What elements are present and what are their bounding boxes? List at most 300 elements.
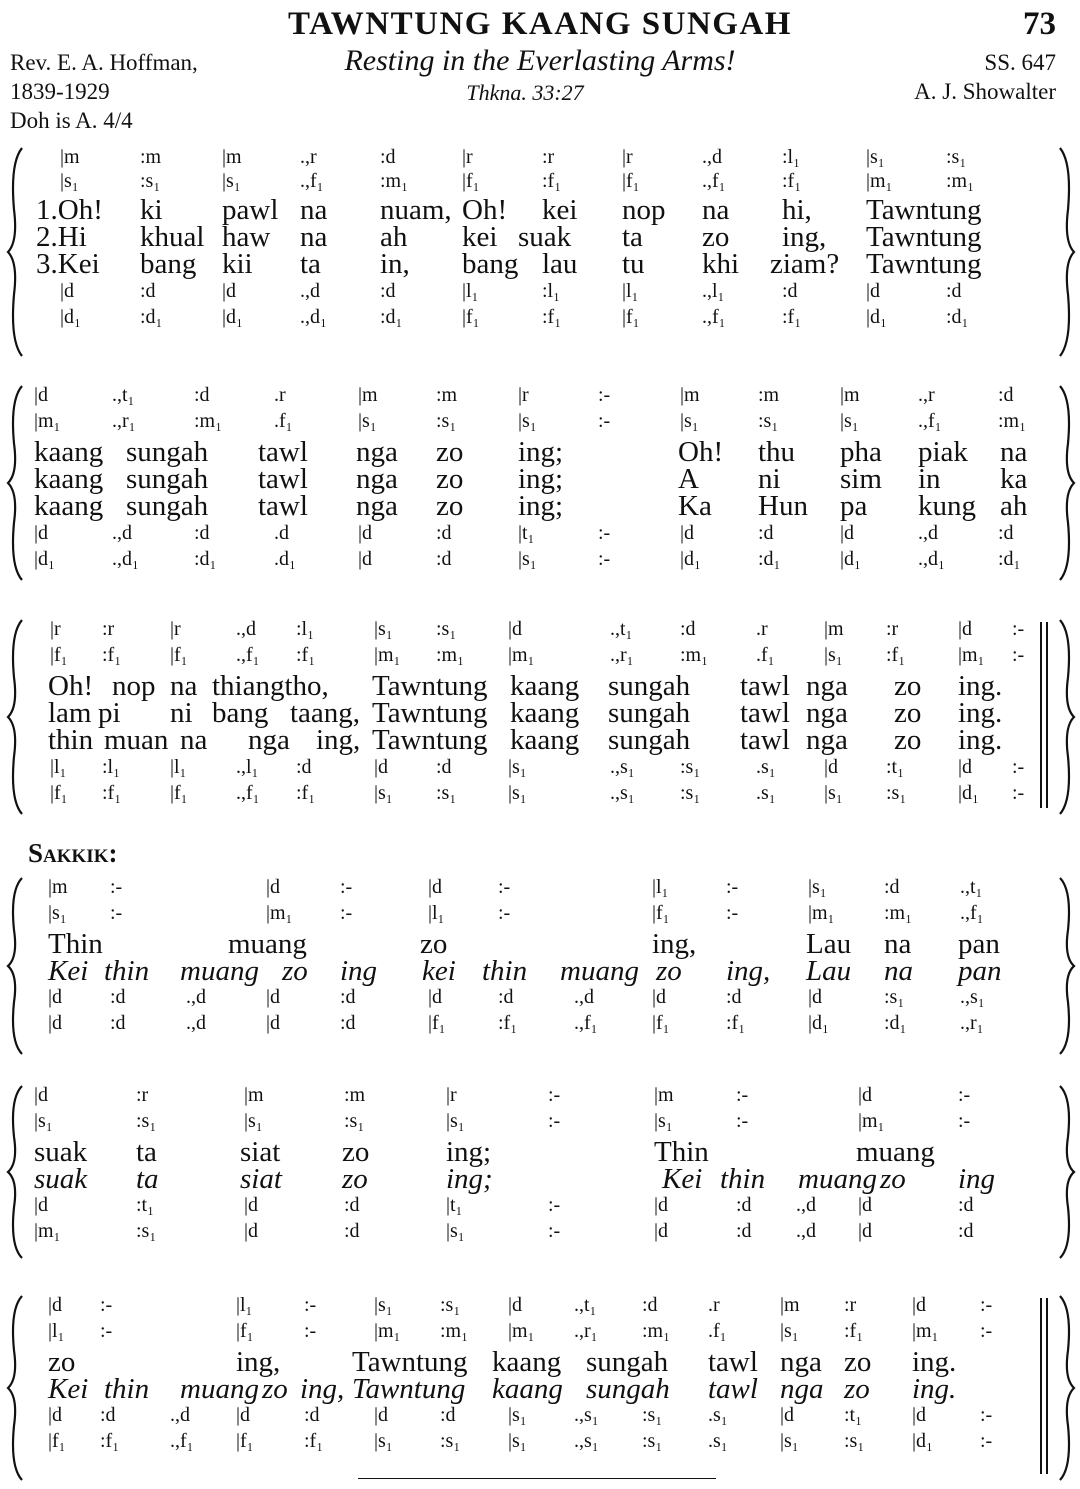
lyric-syllable: zo [282, 955, 308, 987]
solfa-note: :- [1012, 644, 1025, 666]
lyric-syllable: ing [958, 1163, 996, 1195]
solfa-note: |d [48, 986, 63, 1008]
solfa-line [0, 1012, 1080, 1034]
solfa-note: .,s₁ [574, 1404, 599, 1426]
solfa-note: :d [110, 986, 126, 1008]
lyric-syllable: suak [34, 1163, 88, 1195]
solfa-note: |d [508, 618, 523, 640]
lyric-syllable: na [300, 194, 328, 226]
solfa-note: |m₁ [374, 644, 401, 666]
solfa-note: .,r [918, 384, 935, 406]
solfa-note: |s₁ [374, 618, 393, 640]
lyric-syllable: kung [918, 490, 976, 522]
solfa-note: :- [598, 522, 611, 544]
solfa-note: :d [958, 1194, 974, 1216]
solfa-note: |f₁ [50, 644, 68, 666]
solfa-note: .,d [702, 146, 722, 168]
solfa-note: :d [884, 876, 900, 898]
solfa-note: :m₁ [642, 1320, 671, 1342]
solfa-note: :f₁ [782, 306, 802, 328]
lyric-syllable: Lau [806, 955, 852, 987]
solfa-note: |m [222, 146, 242, 168]
solfa-note: |m₁ [34, 1220, 61, 1242]
solfa-note: :d [380, 146, 396, 168]
solfa-note: :f₁ [542, 306, 562, 328]
lyric-syllable: sungah [608, 670, 691, 702]
solfa-note: :l₁ [102, 756, 121, 778]
lyric-syllable: zo [48, 1346, 76, 1378]
solfa-note: |s₁ [518, 548, 537, 570]
solfa-note: |m₁ [266, 902, 293, 924]
lyric-syllable: pi [98, 697, 121, 729]
lyric-syllable: zo [436, 463, 464, 495]
solfa-note: |d [60, 280, 75, 302]
solfa-note: :- [598, 548, 611, 570]
lyric-syllable: Tawntung [866, 221, 982, 253]
solfa-line [0, 618, 1080, 640]
solfa-note: |l₁ [48, 1320, 65, 1342]
solfa-note: |d [858, 1194, 873, 1216]
lyric-syllable: nga [806, 724, 848, 756]
solfa-note: :- [548, 1110, 561, 1132]
lyric-syllable: A [678, 463, 699, 495]
solfa-note: |s₁ [222, 170, 241, 192]
solfa-note: |m₁ [858, 1110, 885, 1132]
lyric-syllable: nga [780, 1346, 822, 1378]
lyric-syllable: kei [542, 194, 578, 226]
solfa-note: |s₁ [824, 782, 843, 804]
solfa-note: |r [50, 618, 61, 640]
solfa-note: :- [110, 902, 123, 924]
solfa-note: |d₁ [60, 306, 81, 328]
lyric-syllable: zo [894, 724, 922, 756]
solfa-note: :f₁ [100, 1430, 120, 1452]
solfa-note: |d [824, 756, 839, 778]
solfa-note: .,t₁ [960, 876, 983, 898]
solfa-note: .,l₁ [702, 280, 725, 302]
lyric-syllable: ing, [726, 955, 771, 987]
lyric-syllable: bang [462, 248, 519, 280]
lyric-syllable: ing. [912, 1346, 957, 1378]
lyric-line [0, 221, 1080, 253]
lyric-syllable: Oh! [678, 436, 724, 468]
solfa-note: .r [708, 1294, 720, 1316]
solfa-note: |s₁ [446, 1110, 465, 1132]
solfa-note: |d [34, 1194, 49, 1216]
solfa-note: :- [980, 1294, 993, 1316]
lyric-syllable: kaang [34, 463, 104, 495]
solfa-note: :d [498, 986, 514, 1008]
songbook-reference: SS. 647 [984, 50, 1056, 75]
solfa-note: |l₁ [50, 756, 67, 778]
solfa-note: |m [654, 1084, 674, 1106]
solfa-note: :s₁ [844, 1430, 865, 1452]
solfa-note: |d [358, 522, 373, 544]
solfa-note: |l₁ [170, 756, 187, 778]
lyric-syllable: sungah [586, 1373, 670, 1405]
solfa-note: .d₁ [274, 548, 296, 570]
lyric-line [0, 248, 1080, 280]
lyric-syllable: thin [482, 955, 528, 987]
solfa-note: .f₁ [756, 644, 775, 666]
lyric-syllable: ta [300, 248, 321, 280]
solfa-line [0, 756, 1080, 778]
end-rule [358, 1478, 716, 1479]
solfa-note: |f₁ [48, 1430, 66, 1452]
solfa-note: :r [136, 1084, 149, 1106]
solfa-note: |l₁ [652, 876, 669, 898]
lyric-line [0, 928, 1080, 960]
lyric-syllable: zo [262, 1373, 288, 1405]
lyric-syllable: sungah [126, 463, 209, 495]
lyric-syllable: sungah [608, 724, 691, 756]
solfa-note: |s₁ [654, 1110, 673, 1132]
solfa-note: |d₁ [808, 1012, 829, 1034]
solfa-note: |d₁ [840, 548, 861, 570]
solfa-note: :d₁ [140, 306, 163, 328]
lyric-syllable: zo [342, 1136, 370, 1168]
solfa-note: .s₁ [708, 1430, 728, 1452]
lyric-syllable: tawl [740, 670, 790, 702]
solfa-note: :s₁ [886, 782, 907, 804]
solfa-note: :d [998, 384, 1014, 406]
solfa-note: :d [642, 1294, 658, 1316]
solfa-note: |r [446, 1084, 457, 1106]
solfa-note: :m₁ [884, 902, 913, 924]
lyric-syllable: nop [622, 194, 666, 226]
solfa-note: .,s₁ [610, 782, 635, 804]
lyric-syllable: nga [780, 1373, 824, 1405]
solfa-note: :- [340, 902, 353, 924]
solfa-note: :m₁ [436, 644, 465, 666]
lyric-syllable: Hun [758, 490, 808, 522]
solfa-note: |d [266, 1012, 281, 1034]
solfa-note: :f₁ [296, 782, 316, 804]
solfa-note: :m₁ [946, 170, 975, 192]
solfa-note: |s₁ [840, 410, 859, 432]
author-dates: 1839-1929 [10, 79, 110, 104]
music-system [0, 876, 1080, 1056]
lyric-syllable: Tawntung [352, 1373, 466, 1405]
solfa-note: :s₁ [136, 1110, 157, 1132]
solfa-note: .,r₁ [960, 1012, 984, 1034]
lyric-syllable: kii [222, 248, 253, 280]
lyric-syllable: taang, [290, 697, 361, 729]
solfa-note: |r [622, 146, 633, 168]
solfa-note: |d [48, 1404, 63, 1426]
music-system [0, 1294, 1080, 1482]
solfa-note: .,d [112, 522, 132, 544]
lyric-syllable: kaang [34, 490, 104, 522]
lyric-syllable: ing. [958, 697, 1003, 729]
solfa-note: |s₁ [808, 876, 827, 898]
lyric-syllable: 2.Hi [36, 221, 87, 253]
solfa-note: |m [780, 1294, 800, 1316]
solfa-note: |f₁ [622, 306, 640, 328]
solfa-note: .,t₁ [112, 384, 135, 406]
lyric-syllable: ing. [958, 670, 1003, 702]
solfa-note: |d₁ [912, 1430, 933, 1452]
solfa-note: :m₁ [380, 170, 409, 192]
solfa-note: :d [194, 384, 210, 406]
solfa-note: |t₁ [446, 1194, 463, 1216]
solfa-line [0, 902, 1080, 924]
lyric-syllable: muang [856, 1136, 935, 1168]
solfa-note: :d [436, 522, 452, 544]
solfa-note: :m₁ [998, 410, 1027, 432]
solfa-note: |m₁ [374, 1320, 401, 1342]
lyric-syllable: in, [380, 248, 410, 280]
lyric-syllable: kaang [510, 670, 580, 702]
lyric-syllable: ki [140, 194, 163, 226]
solfa-note: |d [808, 986, 823, 1008]
solfa-line [0, 1194, 1080, 1216]
solfa-note: |d [866, 280, 881, 302]
lyric-line [0, 1373, 1080, 1405]
solfa-note: :- [958, 1110, 971, 1132]
solfa-note: :d₁ [946, 306, 969, 328]
solfa-note: |s₁ [508, 756, 527, 778]
lyric-syllable: thin [104, 955, 150, 987]
solfa-note: .f₁ [708, 1320, 727, 1342]
solfa-note: .,r₁ [112, 410, 136, 432]
lyric-syllable: pan [958, 955, 1002, 987]
solfa-note: |d₁ [866, 306, 887, 328]
solfa-note: |d [358, 548, 373, 570]
lyric-syllable: ni [758, 463, 781, 495]
solfa-line [0, 280, 1080, 302]
lyric-syllable: Oh! [48, 670, 94, 702]
lyric-syllable: zo [894, 670, 922, 702]
solfa-note: |r [170, 618, 181, 640]
solfa-note: .,f₁ [960, 902, 984, 924]
solfa-note: |d [374, 1404, 389, 1426]
solfa-line [0, 1320, 1080, 1342]
lyric-syllable: kaang [510, 697, 580, 729]
solfa-line [0, 1294, 1080, 1316]
lyric-syllable: nga [806, 670, 848, 702]
lyric-syllable: sungah [126, 436, 209, 468]
solfa-note: :t₁ [844, 1404, 863, 1426]
solfa-note: |s₁ [374, 782, 393, 804]
lyric-syllable: tawl [258, 463, 308, 495]
solfa-note: |s₁ [824, 644, 843, 666]
lyric-syllable: sungah [126, 490, 209, 522]
hymn-number: 73 [1023, 6, 1056, 42]
solfa-note: .,d₁ [300, 306, 327, 328]
solfa-line [0, 170, 1080, 192]
lyric-syllable: ing, [316, 724, 361, 756]
solfa-note: :d [344, 1194, 360, 1216]
solfa-note: |d [652, 986, 667, 1008]
lyric-syllable: tawl [740, 697, 790, 729]
solfa-note: |d₁ [680, 548, 701, 570]
lyric-syllable: zo [894, 697, 922, 729]
lyric-syllable: pan [958, 928, 1000, 960]
solfa-line [0, 1404, 1080, 1426]
solfa-note: |d [244, 1220, 259, 1242]
solfa-note: |s₁ [866, 146, 885, 168]
lyric-syllable: kaang [34, 436, 104, 468]
lyric-syllable: nga [356, 436, 398, 468]
solfa-line [0, 1430, 1080, 1452]
solfa-note: |d₁ [34, 548, 55, 570]
solfa-note: :d [736, 1220, 752, 1242]
solfa-note: .,r [300, 146, 317, 168]
solfa-note: :- [100, 1294, 113, 1316]
lyric-syllable: khual [140, 221, 205, 253]
lyric-syllable: na [702, 194, 730, 226]
solfa-note: :- [1012, 618, 1025, 640]
lyric-syllable: tawl [258, 490, 308, 522]
lyric-syllable: na [300, 221, 328, 253]
solfa-note: |d₁ [958, 782, 979, 804]
lyric-syllable: kei [462, 221, 498, 253]
solfa-note: |r [462, 146, 473, 168]
lyric-syllable: ing; [446, 1136, 492, 1168]
lyric-syllable: tawl [258, 436, 308, 468]
solfa-line [0, 1110, 1080, 1132]
solfa-line [0, 644, 1080, 666]
lyric-syllable: ing, [652, 928, 697, 960]
lyric-syllable: zo [420, 928, 448, 960]
solfa-note: :d [296, 756, 312, 778]
solfa-note: .,f₁ [170, 1430, 194, 1452]
solfa-note: :f₁ [886, 644, 906, 666]
solfa-note: :d [340, 1012, 356, 1034]
solfa-note: |s₁ [518, 410, 537, 432]
lyric-syllable: suak [34, 1136, 88, 1168]
solfa-note: :f₁ [844, 1320, 864, 1342]
solfa-note: |f₁ [236, 1320, 254, 1342]
lyric-syllable: tawl [740, 724, 790, 756]
solfa-note: :d [440, 1404, 456, 1426]
lyric-syllable: muang [798, 1163, 877, 1195]
lyric-syllable: piak [918, 436, 968, 468]
lyric-syllable: ing [340, 955, 378, 987]
solfa-note: :- [548, 1084, 561, 1106]
lyric-line [0, 463, 1080, 495]
solfa-note: :m [758, 384, 780, 406]
solfa-note: |f₁ [462, 170, 480, 192]
solfa-note: :d [958, 1220, 974, 1242]
solfa-note: :d [782, 280, 798, 302]
solfa-note: .,t₁ [610, 618, 633, 640]
lyric-syllable: thin [48, 724, 94, 756]
solfa-note: |d [266, 986, 281, 1008]
lyric-syllable: ta [136, 1163, 159, 1195]
lyric-syllable: ni [170, 697, 193, 729]
lyric-syllable: 3.Kei [36, 248, 100, 280]
lyric-syllable: ing; [518, 490, 564, 522]
lyric-syllable: khi [702, 248, 740, 280]
music-system [0, 1084, 1080, 1260]
solfa-note: |s₁ [34, 1110, 53, 1132]
author-name: Rev. E. A. Hoffman, [10, 50, 198, 75]
solfa-note: :d [436, 756, 452, 778]
lyric-line [0, 490, 1080, 522]
lyric-syllable: Lau [806, 928, 852, 960]
lyric-syllable: kei [422, 955, 456, 987]
solfa-note: |d [244, 1194, 259, 1216]
lyric-syllable: hi, [782, 194, 812, 226]
solfa-note: |r [518, 384, 529, 406]
solfa-note: .r [274, 384, 286, 406]
solfa-note: :s₁ [344, 1110, 365, 1132]
lyric-syllable: sungah [608, 697, 691, 729]
lyric-syllable: nga [248, 724, 290, 756]
solfa-note: :- [1012, 756, 1025, 778]
lyric-syllable: pawl [222, 194, 279, 226]
solfa-note: |d [428, 986, 443, 1008]
solfa-note: :- [100, 1320, 113, 1342]
lyric-syllable: na [884, 928, 912, 960]
solfa-note: |m [840, 384, 860, 406]
solfa-line [0, 1084, 1080, 1106]
solfa-note: :s₁ [440, 1294, 461, 1316]
lyric-syllable: Tawntung [372, 724, 488, 756]
solfa-note: |d [48, 1294, 63, 1316]
solfa-note: |d [508, 1294, 523, 1316]
solfa-note: :- [304, 1294, 317, 1316]
lyric-syllable: na [884, 955, 913, 987]
solfa-note: |d [840, 522, 855, 544]
solfa-note: :f₁ [102, 644, 122, 666]
solfa-note: :- [980, 1430, 993, 1452]
solfa-note: |m₁ [866, 170, 893, 192]
solfa-note: |f₁ [622, 170, 640, 192]
solfa-note: :d [194, 522, 210, 544]
lyric-syllable: siat [240, 1163, 282, 1195]
solfa-note: .,t₁ [574, 1294, 597, 1316]
solfa-note: :d [304, 1404, 320, 1426]
lyric-syllable: ta [622, 221, 643, 253]
lyric-syllable: zo [880, 1163, 906, 1195]
solfa-note: :d₁ [758, 548, 781, 570]
solfa-note: |s₁ [48, 902, 67, 924]
solfa-note: |s₁ [374, 1294, 393, 1316]
solfa-note: :d [110, 1012, 126, 1034]
solfa-note: :s₁ [884, 986, 905, 1008]
solfa-note: |m [358, 384, 378, 406]
solfa-note: :m [140, 146, 162, 168]
lyric-syllable: thin [720, 1163, 766, 1195]
lyric-syllable: tu [622, 248, 645, 280]
solfa-note: |f₁ [652, 1012, 670, 1034]
solfa-note: .,s₁ [574, 1430, 599, 1452]
lyric-syllable: siat [240, 1136, 281, 1168]
solfa-note: |d [34, 1084, 49, 1106]
solfa-note: :t₁ [886, 756, 905, 778]
solfa-note: :- [548, 1194, 561, 1216]
lyric-syllable: tawl [708, 1346, 758, 1378]
solfa-note: |d [858, 1084, 873, 1106]
solfa-note: .,d [574, 986, 594, 1008]
solfa-note: :l₁ [542, 280, 561, 302]
lyric-syllable: nga [356, 490, 398, 522]
solfa-note: :f₁ [782, 170, 802, 192]
solfa-note: :d [436, 548, 452, 570]
solfa-note: |f₁ [170, 644, 188, 666]
lyric-syllable: ah [380, 221, 408, 253]
solfa-note: :s₁ [758, 410, 779, 432]
solfa-note: :f₁ [102, 782, 122, 804]
solfa-note: |f₁ [462, 306, 480, 328]
lyric-syllable: zo [656, 955, 682, 987]
solfa-note: .,f₁ [702, 170, 726, 192]
solfa-note: :- [498, 902, 511, 924]
scripture-reference: Thkna. 33:27 [466, 80, 584, 105]
